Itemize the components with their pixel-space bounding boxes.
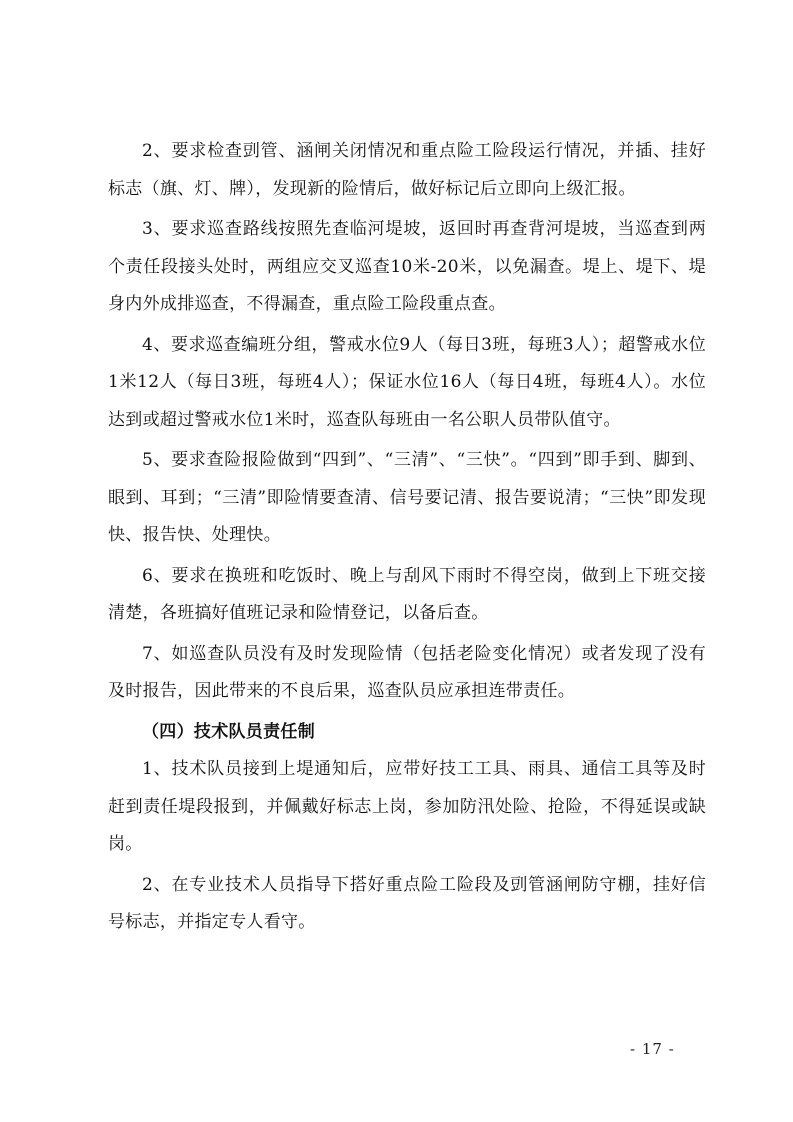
paragraph-item-5: 5、要求查险报险做到“四到”、“三清”、“三快”。“四到”即手到、脚到、眼到、耳到；“三清”即险情要查清、信号要记清、报告要说清；“三快”即发现快、报告快、处理快。 (108, 450, 706, 545)
page-number: - 17 - (630, 1040, 675, 1058)
section-paragraph-2: 2、在专业技术人员指导下搭好重点险工险段及剅管涵闸防守棚，挂好信号标志，并指定专人看守。 (108, 874, 706, 932)
paragraph-item-6: 6、要求在换班和吃饭时、晚上与刮风下雨时不得空岗，做到上下班交接清楚，各班搞好值班记录和险情登记，以备后查。 (108, 565, 706, 623)
document-body (108, 133, 706, 942)
paragraph-item-4: 4、要求巡查编班分组，警戒水位9人（每日3班，每班3人）；超警戒水位1米12人（每日3班，每班4人）；保证水位16人（每日4班，每班4人）。水位达到或超过警戒水位1米时，巡查队每班由一名公职人员带队值守。 (108, 334, 706, 430)
paragraph-item-2: 2、要求检查剅管、涵闸关闭情况和重点险工险段运行情况，并插、挂好标志（旗、灯、牌），发现新的险情后，做好标记后立即向上级汇报。 (108, 141, 706, 199)
paragraph-item-3: 3、要求巡查路线按照先查临河堤坡，返回时再查背河堤坡，当巡查到两个责任段接头处时，两组应交叉巡查10米-20米，以免漏查。堤上、堤下、堤身内外成排巡查，不得漏查，重点险工险段重点查。 (108, 219, 706, 314)
section-paragraph-1: 1、技术队员接到上堤通知后，应带好技工工具、雨具、通信工具等及时赶到责任堤段报到，并佩戴好标志上岗，参加防汛处险、抢险，不得延误或缺岗。 (108, 759, 706, 854)
section-heading: （四）技术队员责任制 (142, 721, 315, 742)
paragraph-item-7: 7、如巡查队员没有及时发现险情（包括老险变化情况）或者发现了没有及时报告，因此带来的不良后果，巡查队员应承担连带责任。 (108, 643, 706, 701)
